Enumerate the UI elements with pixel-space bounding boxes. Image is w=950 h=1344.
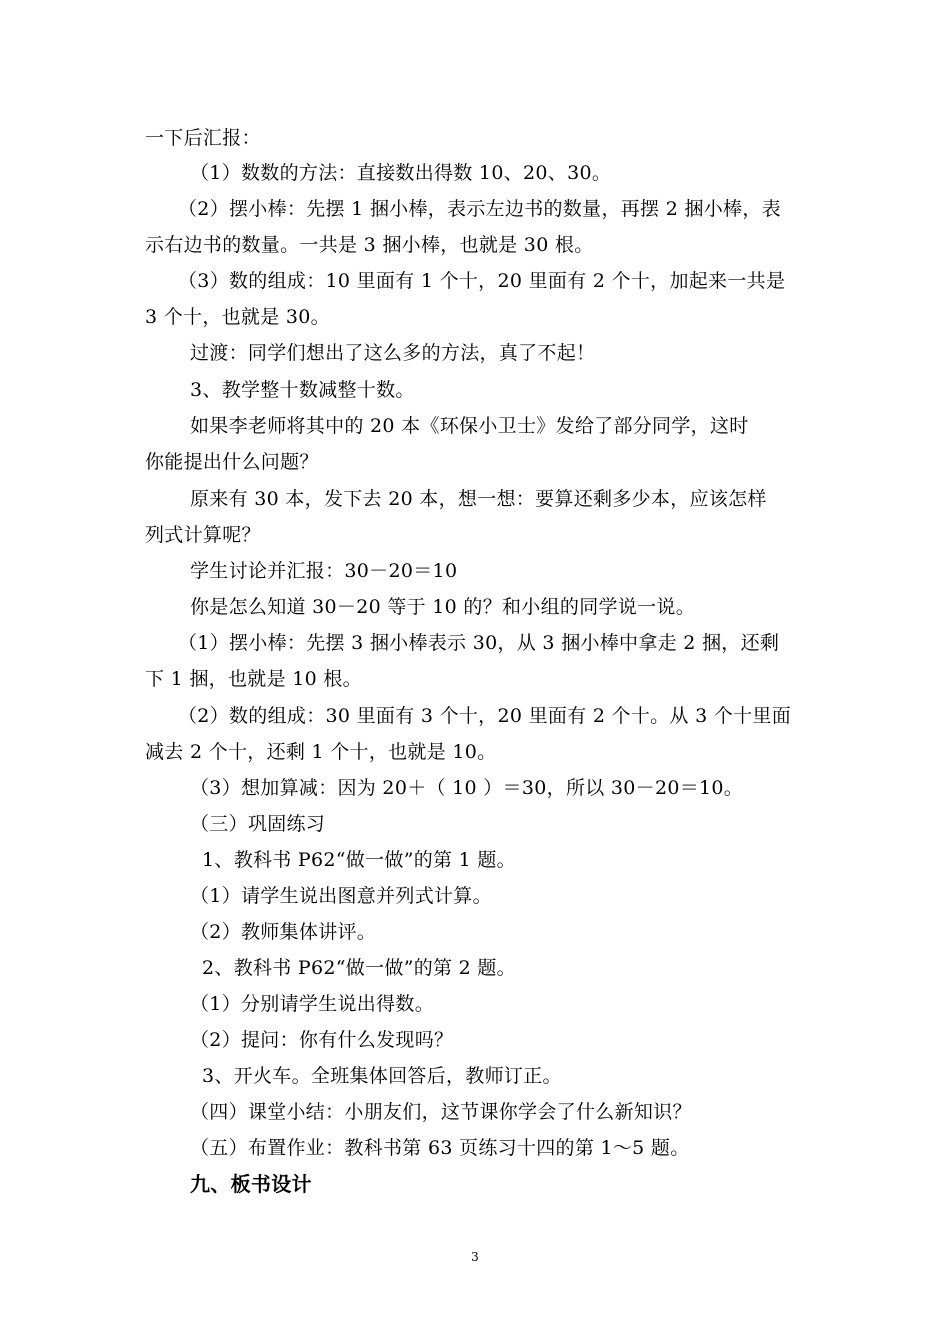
text-line: 下 1 捆，也就是 10 根。 [145,668,362,690]
text-line: （1）请学生说出图意并列式计算。 [190,885,492,907]
text-line: 学生讨论并汇报：30－20＝10 [190,560,458,582]
text-line: 过渡：同学们想出了这么多的方法，真了不起！ [190,342,596,364]
section-heading: 九、板书设计 [190,1172,312,1196]
text-line: 1、教科书 P62“做一做”的第 1 题。 [202,849,516,871]
text-line: （四）课堂小结：小朋友们，这节课你学会了什么新知识？ [190,1101,692,1123]
text-line: 3、开火车。全班集体回答后，教师订正。 [202,1065,562,1087]
text-line: （五）布置作业：教科书第 63 页练习十四的第 1～5 题。 [190,1137,690,1159]
text-line: 你能提出什么问题？ [145,451,319,473]
text-line: 2、教科书 P62“做一做”的第 2 题。 [202,957,516,979]
text-line: （2）数的组成：30 里面有 3 个十，20 里面有 2 个十。从 3 个十里面 [178,705,792,727]
text-line: 如果李老师将其中的 20 本《环保小卫士》发给了部分同学，这时 [190,415,749,437]
text-line: 你是怎么知道 30－20 等于 10 的？和小组的同学说一说。 [190,596,695,618]
text-line: 原来有 30 本，发下去 20 本，想一想：要算还剩多少本，应该怎样 [190,488,767,510]
text-line: 示右边书的数量。一共是 3 捆小棒，也就是 30 根。 [145,234,594,256]
page-number: 3 [471,1250,479,1264]
text-line: （2）教师集体讲评。 [190,921,377,943]
text-line: （3）想加算减：因为 20＋（ 10 ）＝30，所以 30－20＝10。 [190,777,744,799]
text-line: （1）分别请学生说出得数。 [190,993,434,1015]
text-line: 3 个十，也就是 30。 [145,306,330,328]
text-line: （三）巩固练习 [190,813,326,835]
text-line: （1）摆小棒：先摆 3 捆小棒表示 30，从 3 捆小棒中拿走 2 捆，还剩 [178,632,780,654]
text-line: （1）数数的方法：直接数出得数 10、20、30。 [190,162,612,184]
text-line: （2）提问：你有什么发现吗？ [190,1029,454,1051]
text-line: 一下后汇报： [145,127,261,149]
text-line: 3、教学整十数减整十数。 [190,379,415,401]
text-line: （3）数的组成：10 里面有 1 个十，20 里面有 2 个十，加起来一共是 [178,270,786,292]
text-line: （2）摆小棒：先摆 1 捆小棒，表示左边书的数量，再摆 2 捆小棒，表 [178,198,781,220]
text-line: 列式计算呢？ [145,524,261,546]
text-line: 减去 2 个十，还剩 1 个十，也就是 10。 [145,741,497,763]
